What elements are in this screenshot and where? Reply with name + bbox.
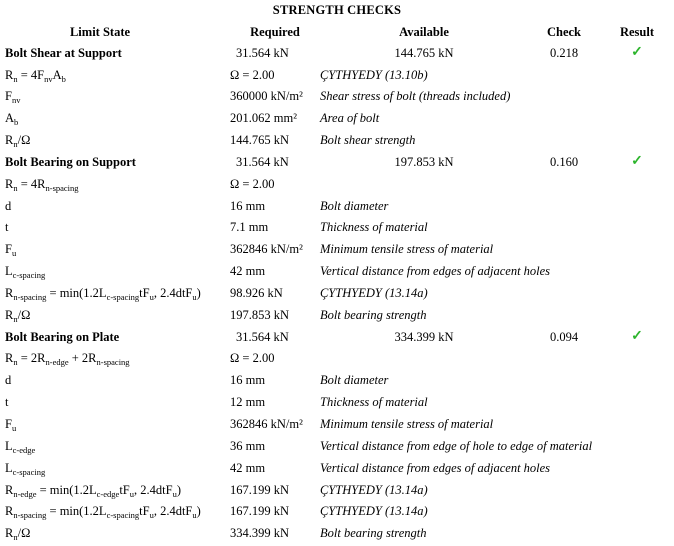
limit-state-cell: t bbox=[5, 220, 9, 235]
limit-state-cell: Bolt Bearing on Support bbox=[5, 154, 136, 169]
description-cell: ÇYTHYEDY (13.14a) bbox=[320, 482, 428, 497]
description-cell: Bolt bearing strength bbox=[320, 307, 427, 322]
value-cell: Ω = 2.00 bbox=[230, 351, 275, 366]
value-cell: 42 mm bbox=[230, 264, 266, 279]
table-row bbox=[0, 195, 674, 217]
value-cell: 334.399 kN bbox=[230, 526, 290, 541]
limit-state-cell: $R_n = 4R_{n-spacing}$ bbox=[5, 176, 79, 193]
description-cell: Vertical distance from edge of hole to edge of material bbox=[320, 438, 593, 453]
limit-state-cell: d bbox=[5, 198, 12, 213]
column-header-available: Available bbox=[399, 24, 449, 39]
description-cell: Vertical distance from edges of adjacent holes bbox=[320, 460, 551, 475]
value-cell: 362846 kN/m² bbox=[230, 242, 303, 257]
limit-state-cell: $F_u$ bbox=[5, 417, 17, 434]
required-cell: 31.564 kN bbox=[236, 329, 289, 344]
table-row bbox=[0, 370, 674, 392]
value-cell: 167.199 kN bbox=[230, 482, 290, 497]
table-row bbox=[0, 239, 674, 261]
limit-state-cell: $F_{nv}$ bbox=[5, 89, 21, 106]
description-cell: ÇYTHYEDY (13.14a) bbox=[320, 504, 428, 519]
value-cell: 36 mm bbox=[230, 438, 266, 453]
table-row bbox=[0, 86, 674, 108]
limit-state-cell: Bolt Shear at Support bbox=[5, 45, 122, 60]
limit-state-cell: $R_n/\Omega$ bbox=[5, 307, 31, 324]
available-cell: 334.399 kN bbox=[394, 329, 454, 344]
value-cell: 167.199 kN bbox=[230, 504, 290, 519]
limit-state-cell: $A_b$ bbox=[5, 111, 19, 128]
limit-state-cell: $R_n/\Omega$ bbox=[5, 526, 31, 543]
value-cell: 197.853 kN bbox=[230, 307, 290, 322]
table-row bbox=[0, 435, 674, 457]
description-cell: Minimum tensile stress of material bbox=[320, 242, 494, 257]
description-cell: Thickness of material bbox=[320, 220, 428, 235]
table-row bbox=[0, 64, 674, 86]
limit-state-cell: $R_{n-spacing} = \min(1.2L_{c-spacing}tF_u$, 2.4dtF$_u$) bbox=[5, 285, 201, 302]
available-cell: 197.853 kN bbox=[394, 154, 454, 169]
description-cell: Bolt shear strength bbox=[320, 133, 416, 148]
value-cell: Ω = 2.00 bbox=[230, 67, 275, 82]
limit-state-cell: $L_{c-spacing}$ bbox=[5, 460, 46, 477]
required-cell: 31.564 kN bbox=[236, 45, 289, 60]
table-header bbox=[0, 22, 674, 42]
page-title: STRENGTH CHECKS bbox=[272, 3, 402, 17]
table-row bbox=[0, 348, 674, 370]
result-cell bbox=[600, 155, 674, 169]
result-cell bbox=[600, 46, 674, 60]
description-cell: ÇYTHYEDY (13.14a) bbox=[320, 285, 428, 300]
check-cell: 0.160 bbox=[549, 154, 579, 169]
table-row bbox=[0, 282, 674, 304]
value-cell: 98.926 kN bbox=[230, 285, 283, 300]
value-cell: 16 mm bbox=[230, 373, 266, 388]
value-cell: 7.1 mm bbox=[230, 220, 269, 235]
table-row bbox=[0, 501, 674, 523]
limit-state-cell: $F_u$ bbox=[5, 242, 17, 259]
check-icon: ✓ bbox=[631, 328, 643, 344]
check-icon: ✓ bbox=[631, 154, 643, 170]
description-cell: Shear stress of bolt (threads included) bbox=[320, 89, 511, 104]
table-row bbox=[0, 326, 674, 348]
check-icon: ✓ bbox=[631, 44, 643, 60]
value-cell: 42 mm bbox=[230, 460, 266, 475]
value-cell: 12 mm bbox=[230, 395, 266, 410]
table-row bbox=[0, 457, 674, 479]
table-row bbox=[0, 108, 674, 130]
description-cell: ÇYTHYEDY (13.10b) bbox=[320, 67, 428, 82]
description-cell: Thickness of material bbox=[320, 395, 428, 410]
description-cell: Minimum tensile stress of material bbox=[320, 417, 494, 432]
limit-state-cell: $R_n = 2R_{n-edge} + 2R_{n-spacing}$ bbox=[5, 351, 130, 368]
description-cell: Bolt diameter bbox=[320, 373, 389, 388]
limit-state-cell: Bolt Bearing on Plate bbox=[5, 329, 120, 344]
value-cell: 362846 kN/m² bbox=[230, 417, 303, 432]
table-row bbox=[0, 392, 674, 414]
required-cell: 31.564 kN bbox=[236, 154, 289, 169]
table-row bbox=[0, 42, 674, 64]
column-header-limit-state: Limit State bbox=[69, 24, 131, 39]
limit-state-cell: $R_n = 4F_{nv}A_b$ bbox=[5, 67, 66, 84]
limit-state-cell: t bbox=[5, 395, 9, 410]
description-cell: Bolt diameter bbox=[320, 198, 389, 213]
column-header-check: Check bbox=[546, 24, 582, 39]
check-cell: 0.218 bbox=[549, 45, 579, 60]
table-row bbox=[0, 413, 674, 435]
limit-state-cell: $R_n/\Omega$ bbox=[5, 133, 31, 150]
description-cell: Bolt bearing strength bbox=[320, 526, 427, 541]
description-cell: Area of bolt bbox=[320, 111, 380, 126]
table-row bbox=[0, 151, 674, 173]
column-header-required: Required bbox=[250, 24, 300, 39]
table-row bbox=[0, 217, 674, 239]
value-cell: 16 mm bbox=[230, 198, 266, 213]
value-cell: 144.765 kN bbox=[230, 133, 290, 148]
table-body bbox=[0, 42, 674, 544]
value-cell: 201.062 mm² bbox=[230, 111, 297, 126]
table-row bbox=[0, 523, 674, 545]
result-cell bbox=[600, 330, 674, 344]
value-cell: Ω = 2.00 bbox=[230, 176, 275, 191]
limit-state-cell: $L_{c-spacing}$ bbox=[5, 264, 46, 281]
table-row bbox=[0, 304, 674, 326]
limit-state-cell: $L_{c-edge}$ bbox=[5, 438, 36, 455]
description-cell: Vertical distance from edges of adjacent holes bbox=[320, 264, 551, 279]
column-header-result: Result bbox=[619, 24, 655, 39]
table-row bbox=[0, 173, 674, 195]
limit-state-cell: $R_{n-spacing} = \min(1.2L_{c-spacing}tF_u$, 2.4dtF$_u$) bbox=[5, 504, 201, 521]
limit-state-cell: $R_{n-edge} = \min(1.2L_{c-edge}tF_u$, 2.4dtF$_u$) bbox=[5, 482, 181, 499]
table-row bbox=[0, 479, 674, 501]
table-row bbox=[0, 260, 674, 282]
limit-state-cell: d bbox=[5, 373, 12, 388]
table-row bbox=[0, 129, 674, 151]
value-cell: 360000 kN/m² bbox=[230, 89, 303, 104]
available-cell: 144.765 kN bbox=[394, 45, 454, 60]
check-cell: 0.094 bbox=[549, 329, 579, 344]
